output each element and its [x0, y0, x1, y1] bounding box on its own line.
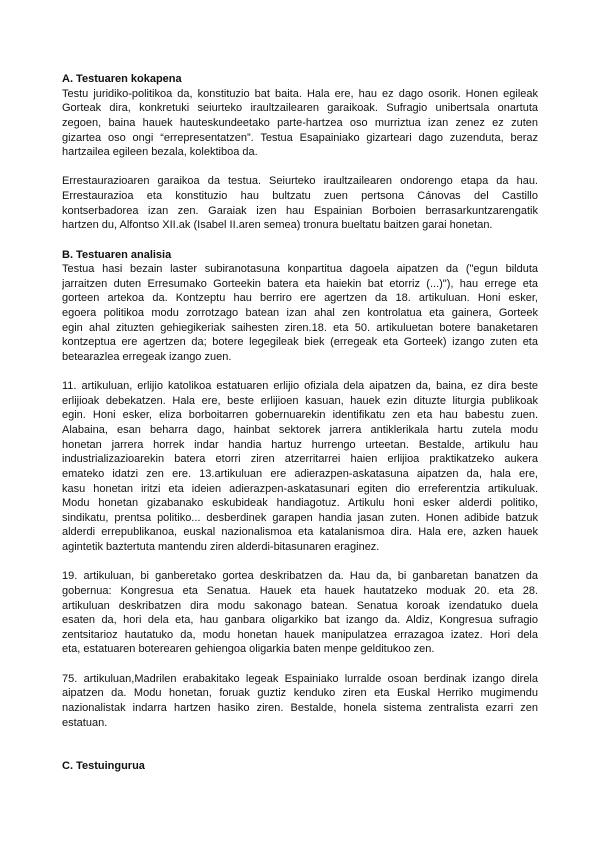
- paragraph-spacer: [62, 555, 538, 570]
- text-line: Testua hasi bezain laster subiranotasuna konpartitua dagoela aipatzen da ("egun bilduta: [62, 263, 538, 276]
- text-line: 11. artikuluan, erlijio katolikoa estatuaren erlijio ofiziala dela aipatzen da, baina, ez dira beste: [62, 380, 538, 393]
- text-line: gizartea oso ongi “errepresentatzen”. Testua Esapainiako gizarteari dago zuzenduta, beraz: [62, 131, 538, 144]
- paragraph: [62, 569, 538, 657]
- text-line: kasu honetan iritzi eta ideien adierazpen-askatasunari egiten dio erreferentzia artikuluak.: [62, 482, 538, 495]
- text-line: gobernua: Kongresua eta Senatua. Hauek eta hauek hautatzeko moduak 20. eta 28.: [62, 584, 538, 597]
- text-line: gorteen artekoa da. Kontzeptu hau berriro ere agertzen da 18. artikuluan. Honi esker,: [62, 292, 538, 305]
- text-line: artikuluan deskribatzen dira modu sakonago batean. Senatua koroak izendatuko duela: [62, 599, 538, 612]
- paragraph: [62, 672, 538, 731]
- text-line: Errestaurazioaren garaikoa da testua. Seiurteko iraultzailearen ondorengo etapa da hau.: [62, 175, 538, 188]
- text-line: Alabaina, esan beharra dago, hainbat sektorek jarrera antiklerikala hartu zutela modu: [62, 424, 538, 437]
- text-line: Errestaurazioa eta konstituzio hau bultzatu zuen pertsona Cánovas del Castillo: [62, 190, 538, 203]
- text-line: 19. artikuluan, bi ganberetako gortea deskribatzen da. Hau da, bi ganbaretan banatzen da: [62, 570, 538, 583]
- text-line: kontzeptua ere agertzen da; botere legegileak biek (erregeak eta Gorteek) izango zuten eta: [62, 336, 538, 349]
- text-line: erlijioak debekatzen. Hala ere, beste erlijioen kasuan, hauek ezin dituzte liturgia publikoak: [62, 394, 538, 407]
- paragraph: [62, 87, 538, 160]
- text-line: kontserbadorea izan zen. Garaiak izen hau Espainian Borboien berrasarkuntzarengatik: [62, 204, 538, 217]
- text-line: zentsitarioz hautatuko da, modu honetan hauek manipulatzea errazagoa izatez. Hori dela: [62, 628, 538, 641]
- section-heading: A. Testuaren kokapena: [62, 73, 182, 85]
- text-line: zegoen, baina hauek hauteskundeetako parte-hartzea oso murriztua izan zenez ez zuten: [62, 116, 538, 129]
- text-line: hartzen du, Alfontso XII.ak (Isabel II.aren semea) tronura bueltatu baitzen garai honetan.: [62, 219, 493, 232]
- paragraph: [62, 379, 538, 555]
- text-line: egin ahal zituzten gehiegikeriak saihesten ziren.18. eta 50. artikuluetan botere banaketaren: [62, 321, 538, 334]
- paragraph-spacer: [62, 745, 538, 760]
- text-line: betearazlea erregeak izango zuen.: [62, 350, 232, 363]
- paragraph: [62, 174, 538, 233]
- text-line: 75. artikuluan,Madrilen erabakitako legeak Espainiako lurralde osoan berdinak izango direla: [62, 672, 538, 685]
- paragraph-spacer: [62, 365, 538, 380]
- paragraph-spacer: [62, 160, 538, 175]
- text-line: egin. Honi esker, eliza borboitarren gobernuarekin identifikatu zen eta hau babestu zuen.: [62, 409, 538, 422]
- text-line: sindikatu, prentsa politiko... desberdinek garapen handia jasan zuten. Honen adibide batzuk: [62, 511, 538, 524]
- paragraph-spacer: [62, 657, 538, 672]
- text-line: estatuan.: [62, 716, 108, 729]
- paragraph-spacer: [62, 730, 538, 745]
- text-line: Gorteak dira, konkretuki seiurteko iraultzailearen garaikoak. Sufragio unibertsala onartuta: [62, 102, 538, 115]
- text-line: Modu honetan gizabanako eskubideak handiagotuz. Artikulu honi esker alderdi politiko,: [62, 497, 538, 510]
- section-heading: C. Testuingurua: [62, 760, 145, 773]
- document-page: [62, 72, 538, 774]
- text-line: emateko idatzi zen ere. 13.artikuluan ere adierazpen-askatasuna aipatzen da, hala ere,: [62, 467, 538, 480]
- text-line: eta, estatuaren boterearen gehiengoa oligarkia baten menpe gelditukoо zen.: [62, 643, 435, 656]
- text-line: alderdi errepublikanoa, euskal nazionalismoa eta katalanismoa dira. Hala ere, azken hauek: [62, 526, 538, 539]
- text-line: aipatzen da. Modu honetan, foruak guztiz kenduko ziren eta Euskal Herriko mugimendu: [62, 687, 538, 700]
- paragraph: [62, 262, 538, 364]
- text-line: nazionalistak indarra hartzen hasiko ziren. Bestalde, honela sistema zentralista ezarri zen: [62, 701, 538, 714]
- text-line: honetan jarrera horrek indar handia hartuz hurrengo urteetan. Bestalde, artikulu hau: [62, 438, 538, 451]
- paragraph-spacer: [62, 233, 538, 248]
- text-line: industrializazioarekin batera etorri ziren atzerritarrei haien erlijioa praktikatzeko aukera: [62, 453, 538, 466]
- text-line: egoera politikoa modu zorrotzago batean izan ahal zen kontrolatua eta gainera, Gorteek: [62, 307, 538, 320]
- text-line: Testu juridiko-politikoa da, konstituzio bat baita. Hala ere, hau ez dago osorik. Honen egileak: [62, 87, 538, 100]
- text-line: hartzailea egileen bezala, kolektiboa da.: [62, 146, 258, 159]
- section-heading: B. Testuaren analisia: [62, 248, 172, 261]
- text-line: jarraitzen duten Erresumako Gorteekin batera eta haiekin bat etorriz (...)"), hau errege eta: [62, 277, 538, 290]
- text-line: esaten da, hori dela eta, hau ganbara oligarkiko bat izango da. Aldiz, Kongresua sufragio: [62, 614, 538, 627]
- text-line: agintetik baztertuta mantendu ziren alderdi-bitasunaren eraginez.: [62, 541, 380, 554]
